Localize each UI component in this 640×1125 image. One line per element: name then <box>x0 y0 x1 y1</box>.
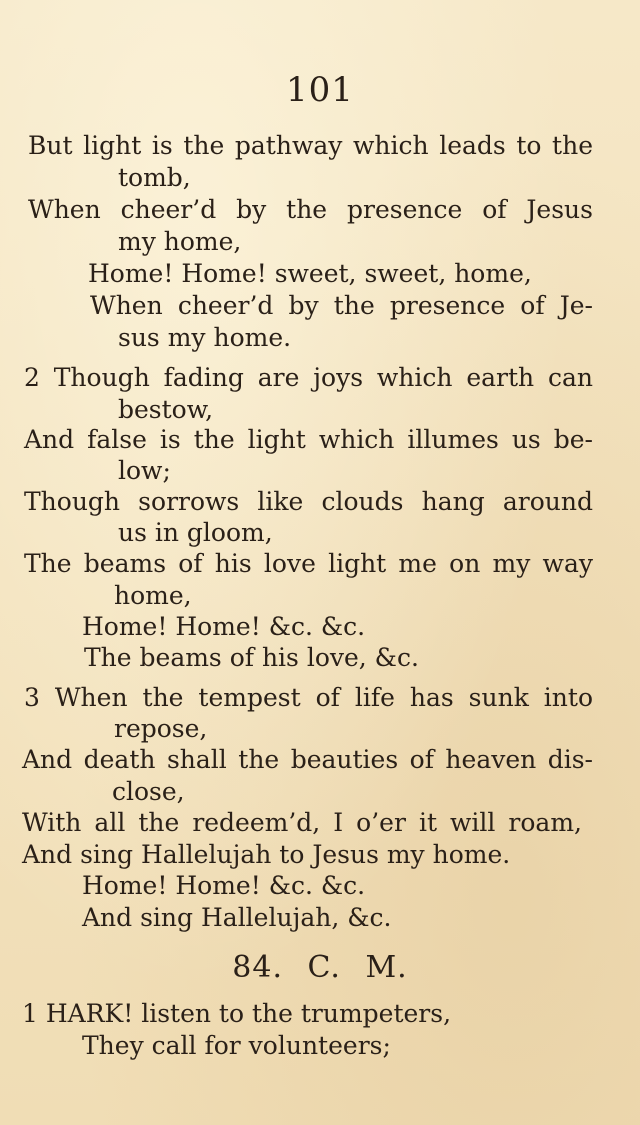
verse-line: us in gloom, <box>118 518 273 547</box>
verse-line: repose, <box>114 714 208 743</box>
refrain-line: Home! Home! sweet, sweet, home, <box>88 259 532 288</box>
verse-line: They call for volunteers; <box>82 1031 391 1060</box>
refrain-line: Home! Home! &c. &c. <box>82 612 366 641</box>
refrain-line: The beams of his love, &c. <box>84 643 419 672</box>
verse-line: close, <box>112 777 185 806</box>
verse-line: bestow, <box>118 395 214 424</box>
verse-line: 3 When the tempest of life has sunk into <box>24 683 593 712</box>
verse-line: And false is the light which illumes us be- <box>24 425 593 454</box>
verse-line: home, <box>114 581 192 610</box>
verse-line: 2 Though fading are joys which earth can <box>24 363 593 392</box>
verse-line: tomb, <box>118 163 191 192</box>
verse-line: And sing Hallelujah to Jesus my home. <box>22 840 511 869</box>
refrain-line: sus my home. <box>118 323 292 352</box>
refrain-line: Home! Home! &c. &c. <box>82 871 366 900</box>
refrain-line: And sing Hallelujah, &c. <box>82 903 392 932</box>
verse-line: 1 HARK! listen to the trumpeters, <box>22 999 452 1028</box>
hymn-heading: 84. C. M. <box>232 950 408 985</box>
verse-line: Though sorrows like clouds hang around <box>24 487 593 516</box>
verse-line: And death shall the beauties of heaven dis- <box>22 745 593 774</box>
verse-line: my home, <box>118 227 242 256</box>
verse-line: The beams of his love light me on my way <box>24 549 593 578</box>
page-number: 101 <box>286 70 354 110</box>
verse-line: With all the redeem’d, I o’er it will roam, <box>22 808 582 837</box>
verse-line: low; <box>118 456 171 485</box>
verse-line: When cheer’d by the presence of Jesus <box>28 195 593 224</box>
verse-line: But light is the pathway which leads to the <box>28 131 593 160</box>
refrain-line: When cheer’d by the presence of Je- <box>90 291 593 320</box>
